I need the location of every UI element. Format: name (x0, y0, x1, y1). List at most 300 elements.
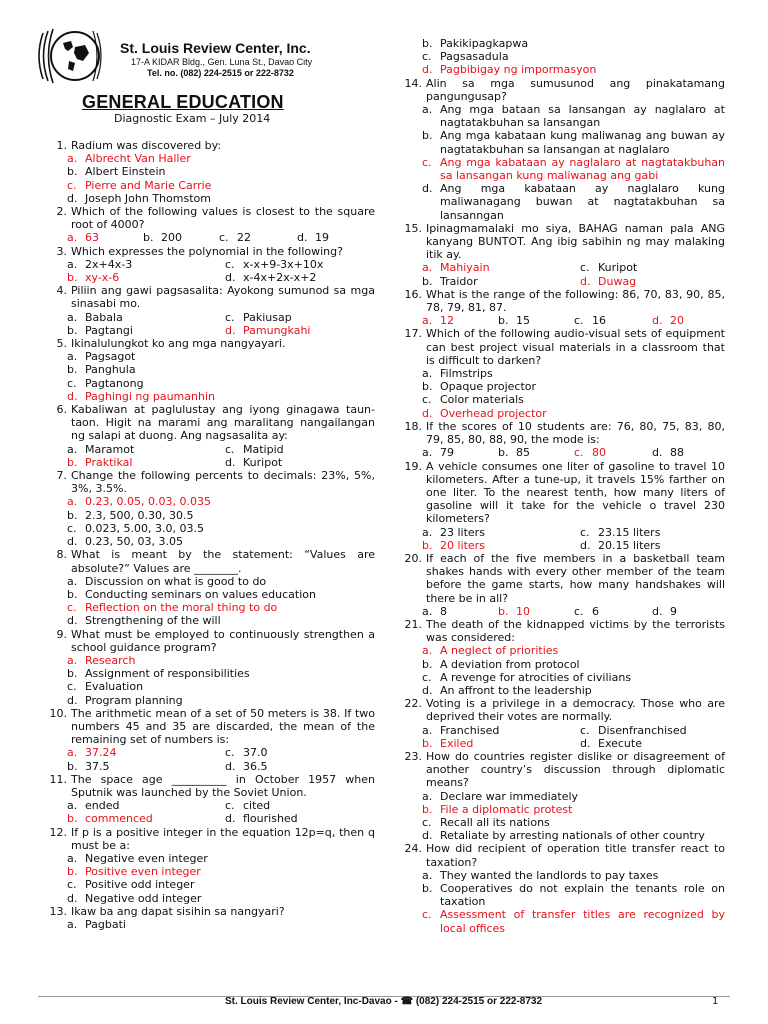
option-letter: d. (422, 182, 433, 196)
option-letter: d. (67, 389, 78, 403)
answer-option (45, 363, 375, 376)
option-text: 2x+4x-3 (85, 257, 133, 271)
option-letter: a. (67, 799, 78, 813)
answer-option (422, 261, 580, 274)
answer-option (67, 443, 225, 456)
answer-option (67, 324, 225, 337)
option-text: 88 (670, 446, 684, 460)
organization-address: 17-A KIDAR Bldg., Gen. Luna St., Davao City (131, 57, 313, 67)
option-text: Filmstrips (440, 367, 493, 381)
answer-option (45, 509, 375, 522)
option-text: Disenfranchised (598, 723, 687, 737)
answer-option (219, 231, 297, 244)
option-letter: c. (225, 310, 235, 324)
option-letter: d. (652, 314, 663, 328)
option-text: Pagbati (85, 917, 126, 931)
option-letter: c. (67, 680, 77, 694)
answer-option (225, 799, 375, 812)
answer-option (652, 314, 728, 327)
option-text: Pakikipagkapwa (440, 37, 529, 50)
question-text: Change the following percents to decimals: 23%, 5%, 3%, 3.5%. (71, 469, 375, 496)
answer-option (297, 231, 373, 244)
answer-option (422, 314, 498, 327)
question-number: 14. (404, 76, 422, 90)
organization-name: St. Louis Review Center, Inc. (120, 40, 311, 56)
option-letter: c. (580, 525, 590, 539)
question-number: 23. (404, 749, 422, 763)
option-text: A deviation from protocol (440, 657, 580, 671)
question-item (400, 552, 725, 605)
answer-option (422, 275, 580, 288)
option-text: Panghula (85, 363, 136, 377)
option-text: Recall all its nations (440, 815, 550, 829)
option-text: 0.23, 50, 03, 3.05 (85, 535, 183, 549)
option-text: Ang mga bataan sa lansangan ay naglalaro at nagtatakbuhan sa lansangan (440, 103, 725, 130)
question-number: 8. (56, 548, 67, 562)
option-letter: d. (422, 829, 433, 843)
question-text: How did recipient of operation title transfer react to taxation? (426, 842, 725, 869)
option-text: x-4x+2x-x+2 (243, 271, 317, 285)
answer-option (400, 407, 725, 420)
option-letter: a. (67, 152, 78, 166)
answer-option (574, 314, 652, 327)
option-text: Franchised (440, 723, 500, 737)
answer-option (67, 456, 225, 469)
option-text: Ang mga kabataan kung maliwanag ang buwan ay nagtatakbuhan sa lansangan at naglalaro (440, 129, 725, 156)
answer-options (45, 799, 375, 825)
question-number: 19. (404, 459, 422, 473)
option-letter: a. (67, 917, 78, 931)
answer-option (422, 605, 498, 618)
answer-option (143, 231, 219, 244)
question-number: 17. (404, 327, 422, 341)
option-letter: c. (219, 231, 229, 245)
answer-option (400, 671, 725, 684)
option-text: Overhead projector (440, 406, 547, 420)
footer-text: St. Louis Review Center, Inc-Davao - ☎ (082) 224-2515 or 222-8732 (225, 996, 543, 1007)
option-text: Evaluation (85, 680, 144, 694)
option-letter: b. (67, 271, 78, 285)
option-letter: d. (652, 604, 663, 618)
logo-icon (33, 25, 107, 87)
question-text: Ikinalulungkot ko ang mga nangyayari. (71, 337, 286, 351)
option-letter: b. (67, 865, 78, 879)
answer-option (45, 377, 375, 390)
option-text: Pagsagot (85, 350, 136, 364)
question-item (400, 222, 725, 262)
option-letter: b. (67, 323, 78, 337)
option-text: 20 (670, 314, 684, 328)
answer-option (580, 261, 730, 274)
answer-option (67, 799, 225, 812)
option-letter: c. (225, 746, 235, 760)
right-column (400, 37, 725, 935)
question-text: If the scores of 10 students are: 76, 80, 75, 83, 80, 79, 85, 80, 88, 90, the mode is: (426, 419, 725, 447)
option-letter: a. (67, 653, 78, 667)
question-text: The space age __________ in October 1957 when Sputnik was launched by the Soviet Union. (71, 772, 375, 799)
answer-option (45, 694, 375, 707)
answer-option (225, 443, 375, 456)
option-text: They wanted the landlords to pay taxes (440, 868, 659, 882)
question-number: 11. (49, 772, 67, 786)
question-text: Voting is a privilege in a democracy. Those who are deprived their votes are normally. (426, 697, 725, 724)
option-letter: a. (67, 350, 78, 364)
option-text: Declare war immediately (440, 789, 579, 803)
answer-option (45, 522, 375, 535)
option-letter: b. (67, 667, 78, 681)
option-letter: a. (422, 314, 433, 328)
answer-option (400, 182, 725, 222)
question-number: 15. (404, 221, 422, 235)
option-letter: c. (225, 442, 235, 456)
option-letter: a. (67, 310, 78, 324)
answer-option (400, 393, 725, 406)
answer-option (67, 760, 225, 773)
question-text: Which of the following audio-visual sets of equipment can best project visual materials in a classroom that is difficult to darken? (426, 327, 725, 367)
option-letter: b. (422, 882, 433, 895)
question-item (400, 420, 725, 446)
option-letter: d. (67, 614, 78, 628)
option-letter: a. (67, 231, 78, 245)
option-letter: a. (422, 446, 433, 460)
option-text: Pagbibigay ng impormasyon (440, 63, 597, 77)
question-item (45, 469, 375, 495)
option-text: 9 (670, 604, 677, 618)
answer-option (45, 892, 375, 905)
answer-option (45, 654, 375, 667)
answer-option (400, 129, 725, 155)
option-text: Joseph John Thomstom (85, 191, 211, 205)
answer-option (225, 760, 375, 773)
option-text: Discussion on what is good to do (85, 574, 267, 588)
option-letter: b. (422, 657, 433, 671)
answer-option (45, 614, 375, 627)
answer-option (400, 63, 725, 76)
answer-option (422, 526, 580, 539)
option-letter: b. (67, 759, 78, 773)
option-text: Negative odd integer (85, 891, 202, 905)
answer-option (498, 605, 574, 618)
option-text: Exiled (440, 736, 474, 750)
question-number: 22. (404, 697, 422, 711)
answer-options (400, 724, 725, 750)
question-text: Piliin ang gawi pagsasalita: Ayokong sumunod sa mga sinasabi mo. (71, 284, 375, 311)
option-text: 200 (161, 231, 182, 245)
answer-option (225, 746, 375, 759)
option-text: 19 (315, 231, 329, 245)
answer-option (400, 367, 725, 380)
answer-option (580, 737, 730, 750)
option-text: Traidor (440, 274, 478, 288)
option-letter: c. (422, 670, 432, 684)
option-letter: c. (574, 604, 584, 618)
option-letter: c. (67, 178, 77, 192)
question-number: 2. (56, 205, 67, 219)
question-number: 20. (404, 551, 422, 565)
question-text: How do countries register dislike or disagreement of another country’s discussion through diplomatic means? (426, 749, 725, 790)
answer-option (45, 575, 375, 588)
option-text: An affront to the leadership (440, 683, 592, 697)
answer-option (45, 495, 375, 508)
option-letter: a. (422, 868, 433, 882)
option-letter: d. (225, 271, 236, 285)
option-text: 79 (440, 446, 454, 460)
option-letter: a. (422, 723, 433, 737)
option-text: Ang mga kabataan ay naglalaro kung maliwanagang buwan at nagtatakbuhan sa lansanngan (440, 182, 725, 222)
option-text: Duwag (598, 274, 637, 288)
answer-option (400, 644, 725, 657)
option-letter: c. (225, 799, 235, 813)
option-text: Pagtangi (85, 323, 133, 337)
option-text: x-x+9-3x+10x (243, 257, 324, 271)
option-letter: c. (574, 446, 584, 460)
option-text: Maramot (85, 442, 135, 456)
question-text: What must be employed to continuously strengthen a school guidance program? (71, 627, 375, 654)
question-number: 7. (56, 469, 67, 483)
option-text: Mahiyain (440, 261, 490, 275)
option-text: Strengthening of the will (85, 614, 221, 628)
option-letter: d. (297, 231, 308, 245)
option-text: 10 (516, 604, 530, 618)
answer-option (400, 37, 725, 50)
option-letter: a. (67, 574, 78, 588)
option-letter: d. (580, 538, 591, 552)
answer-option (225, 258, 375, 271)
answer-option (400, 869, 725, 882)
option-letter: d. (67, 535, 78, 549)
option-text: 37.5 (85, 759, 110, 773)
option-text: 2.3, 500, 0.30, 30.5 (85, 508, 194, 522)
option-letter: d. (225, 455, 236, 469)
option-text: Kuripot (598, 261, 638, 275)
answer-option (400, 790, 725, 803)
answer-option (67, 746, 225, 759)
answer-options (400, 605, 725, 618)
answer-option (45, 852, 375, 865)
answer-option (225, 812, 375, 825)
question-number: 4. (56, 284, 67, 298)
answer-option (652, 605, 728, 618)
option-text: Program planning (85, 693, 183, 707)
answer-option (422, 724, 580, 737)
option-text: flourished (243, 812, 298, 826)
option-letter: c. (422, 50, 432, 64)
option-letter: c. (422, 908, 432, 922)
question-item (45, 548, 375, 574)
question-text: A vehicle consumes one liter of gasoline to travel 10 kilometers. After a tune-up, it travels 15% farther on one liter. To the nearest tenth, how many liters of gasoline will it take for the vehicle o travel 230 kilometers? (426, 459, 725, 526)
option-text: Praktikal (85, 455, 133, 469)
option-letter: d. (422, 63, 433, 77)
question-item (45, 337, 375, 350)
answer-option (45, 390, 375, 403)
option-letter: d. (652, 446, 663, 460)
option-text: A neglect of priorities (440, 644, 559, 658)
option-letter: b. (67, 508, 78, 522)
answer-option (400, 658, 725, 671)
option-letter: a. (67, 257, 78, 271)
option-letter: d. (422, 683, 433, 697)
left-column (45, 139, 375, 931)
question-text: Which of the following values is closest to the square root of 4000? (71, 205, 375, 232)
option-letter: b. (67, 455, 78, 469)
option-letter: a. (67, 442, 78, 456)
option-text: 0.23, 0.05, 0.03, 0.035 (85, 495, 211, 509)
option-letter: c. (574, 314, 584, 328)
option-text: 37.0 (243, 746, 268, 760)
option-letter: b. (422, 380, 433, 394)
question-item (45, 707, 375, 747)
question-item (400, 460, 725, 526)
question-number: 5. (56, 337, 67, 351)
question-text: Which expresses the polynomial in the following? (71, 244, 343, 258)
option-text: commenced (85, 812, 153, 826)
option-text: 20.15 liters (598, 538, 661, 552)
answer-option (400, 882, 725, 908)
answer-option (422, 446, 498, 459)
question-text: If p is a positive integer in the equation 12p=q, then q must be a: (71, 825, 375, 852)
option-letter: b. (498, 604, 509, 618)
question-item (400, 327, 725, 367)
page-title: GENERAL EDUCATION (82, 92, 284, 112)
question-text: The arithmetic mean of a set of 50 meters is 38. If two numbers 45 and 35 are discarded, the mean of the remaining set of numbers is: (71, 706, 375, 747)
answer-option (67, 311, 225, 324)
option-text: 22 (237, 231, 251, 245)
answer-option (580, 526, 730, 539)
option-letter: a. (422, 103, 433, 117)
option-letter: c. (422, 155, 432, 169)
question-item (400, 842, 725, 868)
option-letter: c. (422, 393, 432, 407)
answer-option (45, 865, 375, 878)
answer-option (400, 156, 725, 182)
option-text: Retaliate by arresting nationals of other country (440, 829, 705, 843)
option-text: Pagtanong (85, 376, 144, 390)
question-item (45, 403, 375, 443)
answer-option (400, 829, 725, 842)
option-text: Paghingi ng paumanhin (85, 389, 215, 403)
question-number: 6. (56, 403, 67, 417)
question-text: What is meant by the statement: “Values are absolute?” Values are ________. (71, 548, 375, 575)
answer-options (45, 443, 375, 469)
answer-options (400, 446, 725, 459)
answer-option (422, 737, 580, 750)
answer-option (45, 165, 375, 178)
question-number: 3. (56, 244, 67, 258)
question-text: Kabaliwan at paglulustay ang iyong ginagawa taun-taon. Higit na marami ang maralitang nangailangan ng salapi at duong. Ang nagsasalita ay: (71, 403, 375, 443)
question-number: 1. (56, 139, 67, 152)
option-text: 37.24 (85, 746, 117, 760)
option-text: 63 (85, 231, 99, 245)
option-text: Positive odd integer (85, 878, 195, 892)
option-text: Cooperatives do not explain the tenants role on taxation (440, 882, 725, 909)
question-item (400, 618, 725, 644)
option-letter: c. (225, 257, 235, 271)
question-text: The death of the kidnapped victims by the terrorists was considered: (426, 617, 725, 645)
question-item (45, 139, 375, 152)
option-letter: a. (422, 604, 433, 618)
answer-option (400, 908, 725, 934)
answer-option (225, 324, 375, 337)
option-letter: b. (67, 165, 78, 179)
answer-option (652, 446, 728, 459)
option-text: Pamungkahi (243, 323, 311, 337)
question-number: 13. (49, 904, 67, 918)
option-letter: b. (422, 736, 433, 750)
option-text: Negative even integer (85, 851, 208, 865)
option-text: Albert Einstein (85, 165, 166, 179)
option-text: Conducting seminars on values education (85, 587, 316, 601)
answer-options (400, 261, 725, 287)
option-letter: d. (67, 693, 78, 707)
option-letter: b. (498, 446, 509, 460)
option-text: Execute (598, 736, 642, 750)
answer-option (400, 816, 725, 829)
answer-option (45, 667, 375, 680)
option-text: Assessment of transfer titles are recognized by local offices (440, 908, 725, 935)
question-number: 16. (404, 287, 422, 301)
question-number: 9. (56, 627, 67, 641)
page-number: 1 (712, 996, 719, 1007)
option-letter: b. (67, 587, 78, 601)
question-text: Alin sa mga sumusunod ang pinakatamang pangungusap? (426, 76, 725, 103)
option-letter: a. (67, 746, 78, 760)
option-letter: d. (225, 323, 236, 337)
option-text: Matipid (243, 442, 284, 456)
option-text: 23 liters (440, 525, 485, 539)
question-text: Ikaw ba ang dapat sisihin sa nangyari? (71, 904, 285, 918)
option-text: Assignment of responsibilities (85, 667, 250, 681)
organization-telephone: Tel. no. (082) 224-2515 or 222-8732 (147, 68, 294, 78)
answer-option (45, 588, 375, 601)
answer-option (580, 275, 730, 288)
option-text: Ang mga kabataan ay naglalaro at nagtatakbuhan sa lansangan kung maliwanag ang gabi (440, 155, 725, 183)
question-text: If each of the five members in a basketball team shakes hands with every other member of the team before the game starts, how many handshakes will there be in all? (426, 551, 725, 605)
option-letter: a. (67, 851, 78, 865)
option-text: 15 (516, 314, 530, 328)
answer-option (580, 724, 730, 737)
page-subtitle: Diagnostic Exam – July 2014 (114, 112, 271, 125)
question-item (45, 245, 375, 258)
answer-option (45, 680, 375, 693)
answer-options (400, 314, 725, 327)
option-text: 16 (592, 314, 606, 328)
option-text: 6 (592, 604, 599, 618)
option-letter: a. (422, 644, 433, 658)
option-letter: b. (422, 538, 433, 552)
answer-options (45, 231, 375, 244)
answer-option (45, 601, 375, 614)
answer-option (67, 271, 225, 284)
question-item (45, 628, 375, 654)
answer-option (45, 878, 375, 891)
option-letter: d. (67, 891, 78, 905)
answer-option (574, 605, 652, 618)
question-item (400, 750, 725, 790)
option-text: 12 (440, 314, 454, 328)
option-letter: c. (67, 601, 77, 615)
answer-option (45, 152, 375, 165)
answer-option (67, 231, 143, 244)
option-text: Color materials (440, 393, 524, 407)
answer-option (45, 192, 375, 205)
answer-option (400, 684, 725, 697)
option-letter: b. (143, 231, 154, 245)
option-letter: c. (580, 261, 590, 275)
option-text: Albrecht Van Haller (85, 152, 191, 166)
option-letter: d. (422, 406, 433, 420)
answer-options (45, 311, 375, 337)
question-number: 10. (49, 706, 67, 720)
